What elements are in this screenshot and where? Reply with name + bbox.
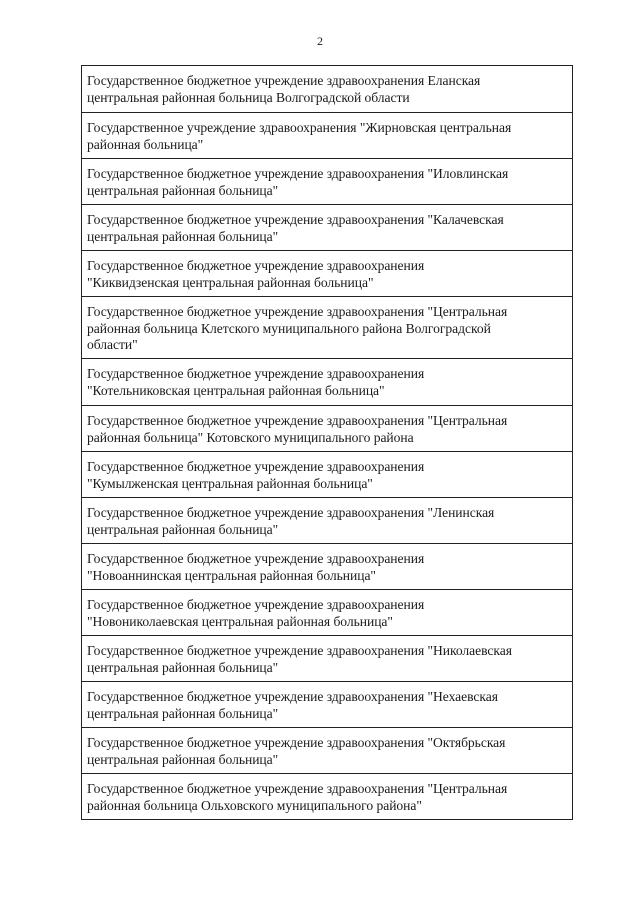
institution-name: Государственное бюджетное учреждение здравоохранения "Киквидзенская центральная районная больница" <box>87 258 425 290</box>
institution-name: Государственное бюджетное учреждение здравоохранения "Нехаевская центральная районная больница" <box>87 689 498 721</box>
table-row <box>82 636 572 682</box>
institution-name: Государственное бюджетное учреждение здравоохранения "Кумылженская центральная районная больница" <box>87 459 425 491</box>
page-number: 2 <box>317 34 323 48</box>
institution-name: Государственное бюджетное учреждение здравоохранения "Котельниковская центральная районная больница" <box>87 366 425 398</box>
institution-name: Государственное бюджетное учреждение здравоохранения "Октябрьская центральная районная больница" <box>87 735 506 767</box>
institution-name: Государственное бюджетное учреждение здравоохранения "Николаевская центральная районная больница" <box>87 643 512 675</box>
table-row <box>82 113 572 159</box>
institution-name: Государственное бюджетное учреждение здравоохранения "Центральная районная больница Клетского муниципального района Волгоградской области" <box>87 304 508 352</box>
table-row <box>82 544 572 590</box>
table-row <box>82 251 572 297</box>
table-row <box>82 774 572 820</box>
table-row <box>82 590 572 636</box>
table-row <box>82 205 572 251</box>
table-row <box>82 452 572 498</box>
institution-name: Государственное бюджетное учреждение здравоохранения "Новоаннинская центральная районная больница" <box>87 551 425 583</box>
table-row <box>82 66 572 113</box>
table-row <box>82 682 572 728</box>
institution-name: Государственное учреждение здравоохранения "Жирновская центральная районная больница" <box>87 120 512 152</box>
institutions-table <box>81 65 573 820</box>
institution-name: Государственное бюджетное учреждение здравоохранения "Иловлинская центральная районная больница" <box>87 166 509 198</box>
table-row <box>82 406 572 452</box>
institution-name: Государственное бюджетное учреждение здравоохранения "Центральная районная больница Ольховского муниципального района" <box>87 781 508 813</box>
table-row <box>82 498 572 544</box>
institution-name: Государственное бюджетное учреждение здравоохранения "Центральная районная больница" Котовского муниципального района <box>87 413 508 445</box>
institution-name: Государственное бюджетное учреждение здравоохранения "Новониколаевская центральная районная больница" <box>87 597 425 629</box>
table-row <box>82 159 572 205</box>
institution-name: Государственное бюджетное учреждение здравоохранения "Ленинская центральная районная больница" <box>87 505 495 537</box>
table-row <box>82 728 572 774</box>
table-row <box>82 359 572 406</box>
institution-name: Государственное бюджетное учреждение здравоохранения Еланская центральная районная больница Волгоградской области <box>87 73 481 105</box>
table-row <box>82 297 572 359</box>
institution-name: Государственное бюджетное учреждение здравоохранения "Калачевская центральная районная больница" <box>87 212 504 244</box>
